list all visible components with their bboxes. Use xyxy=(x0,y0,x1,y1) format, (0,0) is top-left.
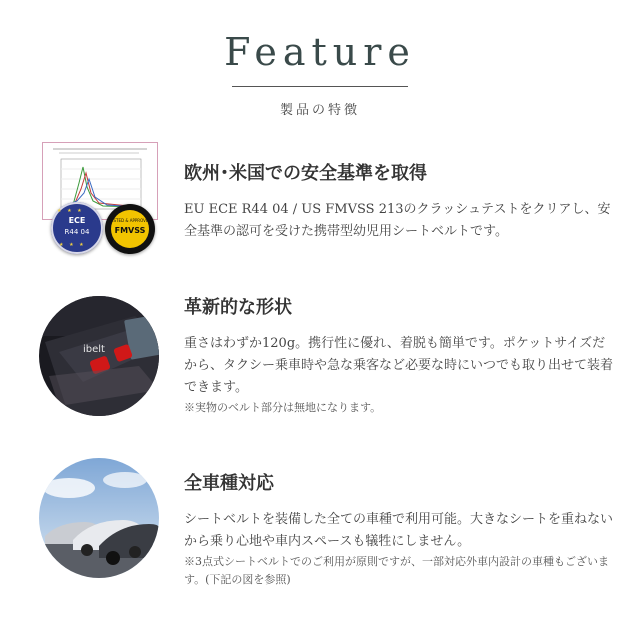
ece-badge-label: ECE xyxy=(68,216,86,225)
feature-description: 重さはわずか120g。携行性に優れ、着脱も簡単です。ポケットサイズだから、タクシー乗車時や急な乗客など必要な時にいつでも取り出せて装着できます。 xyxy=(184,336,614,396)
title-divider xyxy=(232,86,408,87)
feature-safety-text xyxy=(184,162,614,243)
feature-compatibility-text xyxy=(184,472,614,589)
feature-note: ※実物のベルト部分は無地になります。 xyxy=(184,401,382,415)
feature-description: EU ECE R44 04 / US FMVSS 213のクラッシュテストをクリアし、安全基準の認可を受けた携帯型幼児用シートベルトです。 xyxy=(184,202,611,240)
feature-heading: 全車種対応 xyxy=(184,473,274,494)
feature-heading: 欧州･米国での安全基準を取得 xyxy=(184,163,427,184)
feature-description: シートベルトを装備した全ての車種で利用可能。大きなシートを重ねないから乗り心地や車内スペースも犠牲にしません。 xyxy=(184,512,614,550)
ece-badge-icon: ECE R44 04 ★ ★ ★ ★ ★ ★ xyxy=(51,202,103,254)
ece-badge-standard: R44 04 xyxy=(64,228,90,236)
cars-image xyxy=(39,458,159,578)
feature-note: ※3点式シートベルトでのご利用が原則ですが、一部対応外車内設計の車種もございます。(下記の図を参照) xyxy=(184,555,609,587)
belt-product-image xyxy=(39,296,159,416)
safety-certification-image xyxy=(39,140,159,260)
fmvss-badge-caption: TESTED & APPROVED xyxy=(108,218,152,223)
belt-brand-label: ibelt xyxy=(83,344,105,355)
page-title: Feature xyxy=(224,30,416,74)
feature-heading: 革新的な形状 xyxy=(184,297,292,318)
fmvss-badge-icon xyxy=(105,204,155,254)
feature-design-text xyxy=(184,296,614,417)
page-subtitle: 製品の特徴 xyxy=(279,103,360,118)
fmvss-badge-label: FMVSS xyxy=(114,226,146,235)
